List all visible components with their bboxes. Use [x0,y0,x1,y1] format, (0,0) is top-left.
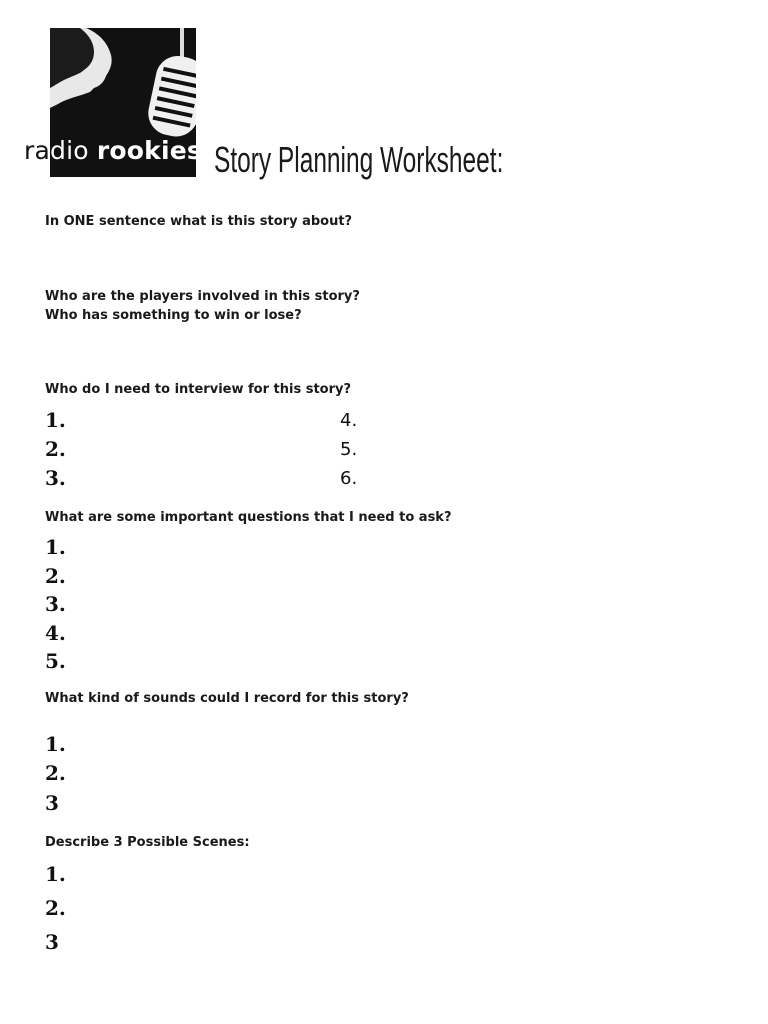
page-title: Story Planning Worksheet: [214,139,504,180]
logo-text-part3: rookies [96,136,202,165]
question-interview-questions: What are some important questions that I need to ask? [45,510,452,525]
list-item: 5. [340,439,358,460]
list-item: 3. [45,592,66,616]
list-item: 1. [45,732,66,756]
list-item: 3. [45,466,66,490]
question-scenes: Describe 3 Possible Scenes: [45,835,250,850]
radio-rookies-logo [24,28,200,178]
list-item: 3 [45,791,59,815]
list-item: 6. [340,468,358,489]
list-item: 2. [45,761,66,785]
list-item: 5. [45,649,66,673]
list-item: 1. [45,862,66,886]
list-item: 3 [45,930,59,954]
question-story-summary: In ONE sentence what is this story about? [45,214,353,229]
list-item: 1. [45,408,66,432]
question-players: Who are the players involved in this story? [45,289,360,304]
logo-text-part2: dio [50,136,97,165]
logo-wordmark [24,136,202,166]
question-win-lose: Who has something to win or lose? [45,308,302,323]
logo-text-part1: ra [24,136,50,165]
question-interviewees: Who do I need to interview for this story? [45,382,352,397]
list-item: 4. [45,621,66,645]
question-sounds: What kind of sounds could I record for this story? [45,691,409,706]
list-item: 2. [45,896,66,920]
list-item: 4. [340,410,358,431]
list-item: 1. [45,535,66,559]
list-item: 2. [45,437,66,461]
list-item: 2. [45,564,66,588]
